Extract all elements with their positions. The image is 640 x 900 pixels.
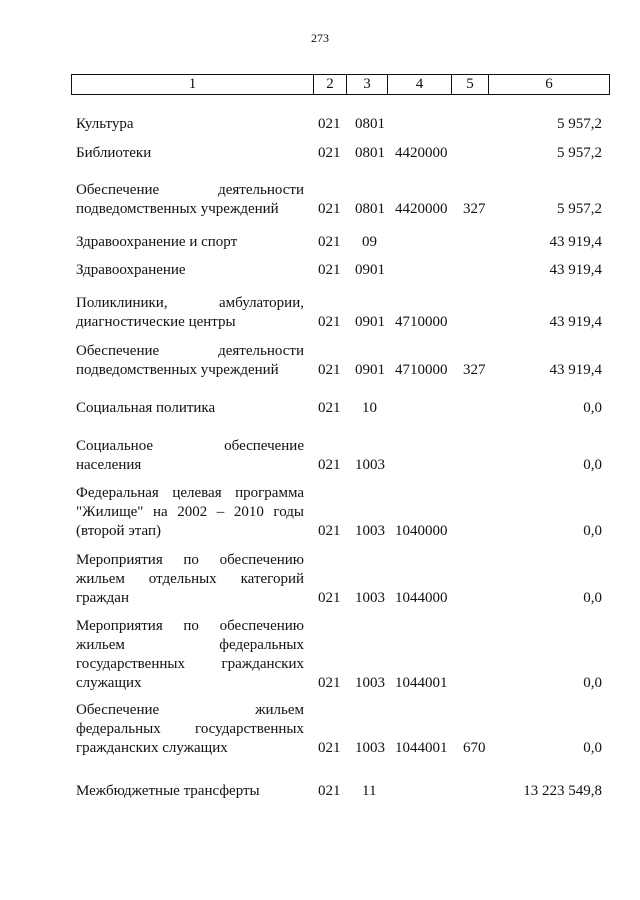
- table-row: [0, 399, 640, 418]
- row-name-line: Мероприятия по обеспечению: [76, 618, 304, 634]
- row-name: [76, 782, 304, 801]
- row-name-line: Культура: [76, 116, 134, 132]
- row-col-3: 09: [362, 234, 377, 250]
- row-name-line: подведомственных учреждений: [76, 362, 279, 378]
- column-header-5: 5: [452, 75, 489, 95]
- row-col-2: 021: [318, 523, 341, 539]
- row-col-6: 0,0: [583, 457, 602, 473]
- row-name-line: Библиотеки: [76, 145, 152, 161]
- row-name: [76, 233, 304, 252]
- table-row: [0, 181, 640, 219]
- row-name: [76, 617, 304, 693]
- row-col-2: 021: [318, 783, 341, 799]
- row-col-4: 4420000: [395, 145, 448, 161]
- row-col-6: 5 957,2: [557, 145, 602, 161]
- row-col-6: 0,0: [583, 740, 602, 756]
- column-header-3: 3: [347, 75, 388, 95]
- row-col-2: 021: [318, 234, 341, 250]
- row-name-line: федеральных государственных: [76, 721, 304, 737]
- row-name-line: государственных гражданских: [76, 656, 304, 672]
- row-name-line: подведомственных учреждений: [76, 201, 279, 217]
- row-col-6: 0,0: [583, 590, 602, 606]
- row-col-6: 43 919,4: [549, 262, 602, 278]
- row-col-4: 4710000: [395, 314, 448, 330]
- row-col-3: 0801: [355, 116, 385, 132]
- table-row: [0, 144, 640, 163]
- column-header-1: 1: [72, 75, 314, 95]
- table-row: [0, 294, 640, 332]
- row-col-3: 1003: [355, 740, 385, 756]
- row-col-2: 021: [318, 362, 341, 378]
- row-name: [76, 144, 304, 163]
- row-name-line: Здравоохранение: [76, 262, 186, 278]
- table-row: [0, 617, 640, 693]
- row-col-3: 0801: [355, 145, 385, 161]
- row-name: [76, 261, 304, 280]
- row-col-4: 1044001: [395, 740, 448, 756]
- row-name: [76, 342, 304, 380]
- row-col-3: 0901: [355, 314, 385, 330]
- row-col-4: 4420000: [395, 201, 448, 217]
- row-col-4: 1044001: [395, 675, 448, 691]
- row-name-line: диагностические центры: [76, 314, 236, 330]
- table-row: [0, 261, 640, 280]
- column-header-4: 4: [388, 75, 452, 95]
- row-col-2: 021: [318, 740, 341, 756]
- row-col-2: 021: [318, 116, 341, 132]
- row-col-2: 021: [318, 457, 341, 473]
- row-col-3: 1003: [355, 590, 385, 606]
- table-row: [0, 437, 640, 475]
- row-name-line: Обеспечение жильем: [76, 702, 304, 718]
- row-name: [76, 115, 304, 134]
- row-name-line: жильем федеральных: [76, 637, 304, 653]
- row-col-2: 021: [318, 675, 341, 691]
- row-col-3: 1003: [355, 457, 385, 473]
- table-row: [0, 233, 640, 252]
- row-col-6: 13 223 549,8: [523, 783, 602, 799]
- row-col-2: 021: [318, 145, 341, 161]
- row-col-3: 10: [362, 400, 377, 416]
- row-col-3: 11: [362, 783, 377, 799]
- row-name-line: Социальная политика: [76, 400, 216, 416]
- row-col-2: 021: [318, 201, 341, 217]
- row-name: [76, 484, 304, 541]
- row-col-2: 021: [318, 400, 341, 416]
- row-col-4: 1040000: [395, 523, 448, 539]
- row-col-3: 0901: [355, 262, 385, 278]
- table-row: [0, 484, 640, 541]
- row-name-line: Здравоохранение и спорт: [76, 234, 238, 250]
- column-header-table: [71, 74, 610, 95]
- table-row: [0, 115, 640, 134]
- row-name: [76, 399, 304, 418]
- table-row: [0, 782, 640, 801]
- row-name-line: Федеральная целевая программа: [76, 485, 304, 501]
- row-col-4: 1044000: [395, 590, 448, 606]
- row-col-5: 327: [463, 201, 486, 217]
- row-col-2: 021: [318, 314, 341, 330]
- row-name-line: Социальное обеспечение: [76, 438, 304, 454]
- row-col-3: 1003: [355, 523, 385, 539]
- page-number: 273: [311, 31, 329, 45]
- row-col-2: 021: [318, 590, 341, 606]
- row-col-3: 0801: [355, 201, 385, 217]
- row-col-6: 43 919,4: [549, 234, 602, 250]
- row-col-5: 327: [463, 362, 486, 378]
- row-col-6: 5 957,2: [557, 116, 602, 132]
- row-name-line: граждан: [76, 590, 129, 606]
- row-name: [76, 437, 304, 475]
- row-name-line: Поликлиники, амбулатории,: [76, 295, 304, 311]
- row-name-line: Межбюджетные трансферты: [76, 783, 260, 799]
- row-name-line: Обеспечение деятельности: [76, 182, 304, 198]
- row-name-line: служащих: [76, 675, 142, 691]
- row-col-6: 43 919,4: [549, 314, 602, 330]
- table-row: [0, 551, 640, 608]
- column-header-2: 2: [314, 75, 347, 95]
- row-name: [76, 294, 304, 332]
- row-col-6: 5 957,2: [557, 201, 602, 217]
- table-row: [0, 701, 640, 758]
- row-name: [76, 181, 304, 219]
- row-name-line: Обеспечение деятельности: [76, 343, 304, 359]
- row-col-6: 43 919,4: [549, 362, 602, 378]
- row-col-5: 670: [463, 740, 486, 756]
- row-name: [76, 551, 304, 608]
- row-col-4: 4710000: [395, 362, 448, 378]
- row-col-6: 0,0: [583, 523, 602, 539]
- row-col-2: 021: [318, 262, 341, 278]
- row-name-line: Мероприятия по обеспечению: [76, 552, 304, 568]
- row-col-3: 1003: [355, 675, 385, 691]
- row-name-line: "Жилище" на 2002 – 2010 годы: [76, 504, 304, 520]
- row-col-3: 0901: [355, 362, 385, 378]
- row-name-line: гражданских служащих: [76, 740, 228, 756]
- column-header-row: [72, 75, 610, 95]
- table-row: [0, 342, 640, 380]
- row-name-line: (второй этап): [76, 523, 161, 539]
- row-name: [76, 701, 304, 758]
- row-name-line: жильем отдельных категорий: [76, 571, 304, 587]
- row-col-6: 0,0: [583, 400, 602, 416]
- column-header-6: 6: [489, 75, 610, 95]
- row-col-6: 0,0: [583, 675, 602, 691]
- row-name-line: населения: [76, 457, 142, 473]
